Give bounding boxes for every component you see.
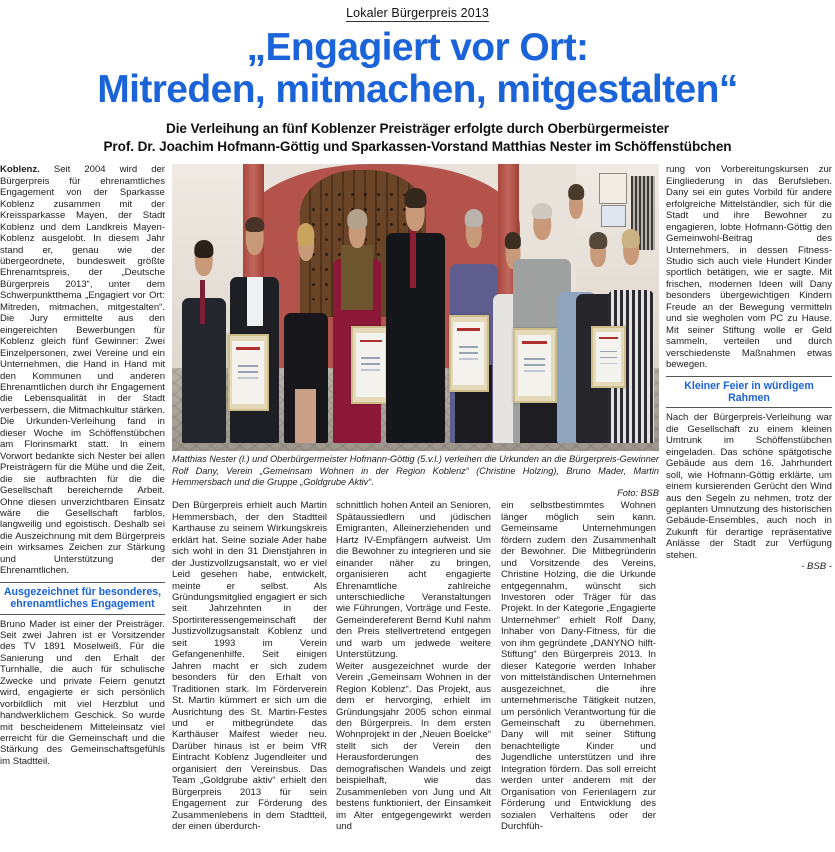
column-1-text: [0, 164, 165, 576]
photo-certificate-4-sheet: [518, 335, 551, 396]
photo-image: [172, 164, 659, 451]
photo-certificate-3-sheet: [453, 322, 483, 385]
photo-person-3-legs: [295, 389, 316, 443]
column-3-paragraph-1: schnittlich hohen Anteil an Senioren, Spätaussiedlern und jüdischen Emigranten, Alleinerziehenden und Hartz IV-Empfängern aufweist. Um die Bewohner zu integrieren und sie einander näher zu bringen, organisieren acht engagierte Ehrenamtliche zahlreiche unterschiedliche Veranstaltungen wie Führungen, Vorträge und Feste. Gemeindereferent Bernd Kuhl nahm den Preis stellvertretend entgegen und warb um jedwede weitere Unterstützung.: [336, 500, 491, 661]
headline-line-1: „Engagiert vor Ort:: [246, 26, 589, 69]
column-5-text-2: [666, 412, 832, 572]
photo-mayor-tie: [410, 228, 416, 288]
column-1-text-2: [0, 619, 165, 768]
photo-person-9-hair: [568, 184, 584, 200]
column-1-subheading-block: [0, 582, 165, 615]
photo-wall-sign: [599, 173, 628, 204]
column-5-subheading: Kleiner Feier in würdigem Rahmen: [684, 379, 814, 404]
photo-person-2-hair: [245, 217, 264, 233]
rule-above-subheading-1: [0, 582, 165, 583]
photo-person-8-hair: [532, 203, 552, 219]
column-4-paragraph-1: ein selbstbestimmtes Wohnen länger möglich sein kann. Gemeinsame Unternehmungen fördern zudem den Zusammenhalt der Bewohner. Die Mitbegründerin und Vorsitzende des Vereins, Christine Holzing, die die Urkunde entgegennahm, wünscht sich Investoren oder Träger für das Projekt. In der Kategorie „Engagierte Unternehmer“ erhielt Rolf Dany, Inhaber von Dany-Fitness, für die von ihm gegründete „DANYNO hilft-Stiftung“ den Bürgerpreis 2013. In dieser Kategorie werden Inhaber von mittelständischen Unternehmen ausgezeichnet, die ihre unternehmerische Tätigkeit nutzen, um persönlich Verantwortung für die Gemeinschaft zu übernehmen. Dany will mit seiner Stiftung benachteiligte Kinder und Jugendliche unterstützen und ihre Integration fördern. Das soll erreicht werden unter anderem mit der Organisation von Ferienlagern zur Förderung und Entwicklung des sozialen Verhaltens oder der Durchfüh-: [501, 500, 656, 833]
subheadline-line-1: Die Verleihung an fünf Koblenzer Preisträger erfolgte durch Oberbürgermeister: [166, 121, 669, 137]
article-column-2: [172, 500, 327, 832]
article-column-5: [666, 164, 832, 572]
column-2-text: [172, 500, 327, 832]
photo-mayor-hair: [405, 188, 426, 208]
photo-person-4-hair: [347, 209, 366, 230]
column-5-text: [666, 164, 832, 370]
photo-person-10-hair: [589, 232, 607, 249]
article-signature: - BSB -: [801, 561, 832, 573]
photo-certificate-5-sheet: [596, 332, 622, 382]
article-column-4: [501, 500, 656, 832]
rule-below-subheading-1: [0, 614, 165, 615]
article-photo: [172, 164, 659, 451]
photo-caption: [172, 454, 659, 499]
article-column-3: [336, 500, 491, 832]
column-1-paragraph-1-body: Seit 2004 wird der Bürgerpreis für ehrenamtliches Engagement von der Sparkasse Koblenz zusammen mit der Kreissparkasse Mayen, der Stadt Koblenz und dem Landkreis Mayen-Koblenz ausgelobt. In diesem Jahr stand er, genau wie der übergeordnete, bundesweit größte Ehrenamtspreis, der „Deutsche Bürgerpreis 2013“, unter dem Schwerpunktthema „Engagiert vor Ort: Mitreden, mitmachen, mitgestalten“. Die Jury ermittelte aus den eingereichten Bewerbungen für Koblenz gleich fünf Gewinner: Zwei Einzelpersonen, zwei Vereine und ein Unternehmen, die Hand in Hand mit den Kommunen und anderen Ehrenamtlichen durch ihr Engagement die Lebensqualität in der Stadt verbessern, die Mitmachkultur stärken. Die Urkunden-Verleihung fand in dieser Woche im Schöffenstübchen am Florinsmarkt statt. In einem Vorwort bedankte sich Nester bei allen Preisträgern für die Mühe und die Zeit, die sie aufbrachten für die die Gesellschaft bereichernde Arbeit. Ohne diesen unverzichtbaren Einsatz wäre die Gesellschaft farblos, langweilig und egoistisch. Deshalb sei die Auszeichnung mit dem Bürgerpreis ein wirksames Zeichen zur Stärkung und Unterstützung der Ehrenamtlichen.: [0, 164, 165, 577]
photo-caption-text: Matthias Nester (l.) und Oberbürgermeister Hofmann-Göttig (5.v.l.) verleihen die Urkunden an die Bürgerpreis-Gewinner Rolf Dany, Verein „Gemeinsam Wohnen in der Region Koblenz“ (Christine Holzing), Bruno Mader, Martin Hemmersbach und die Gruppe „Goldgrube Aktiv“.: [172, 454, 659, 487]
column-3-text: [336, 500, 491, 832]
photo-certificate-2: [351, 326, 390, 403]
subheadline-line-2: Prof. Dr. Joachim Hofmann-Göttig und Sparkassen-Vorstand Matthias Nester im Schöffenstübchen: [103, 139, 732, 155]
rule-below-subheading-5: [666, 407, 832, 408]
photo-certificate-1-sheet: [232, 341, 263, 405]
photo-person-6: [450, 213, 499, 443]
headline-line-2: Mitreden, mitmachen, mitgestalten“: [97, 68, 738, 112]
photo-certificate-2-sheet: [356, 333, 385, 396]
photo-person-1-tie: [200, 280, 205, 324]
column-1-subheading: Ausgezeichnet für besonderes, ehrenamtliches Engagement: [3, 585, 162, 611]
article-body: [0, 164, 835, 852]
photo-person-3-hair: [297, 223, 315, 245]
column-1-paragraph-1: [0, 164, 165, 576]
photo-person-5-mayor: [386, 193, 444, 443]
kicker-text: Lokaler Bürgerpreis 2013: [346, 6, 489, 20]
photo-person-2: [230, 219, 279, 443]
column-4-text: [501, 500, 656, 832]
photo-wall-sign-secondary: [601, 205, 626, 227]
photo-person-4: [333, 213, 382, 443]
photo-certificate-3: [449, 315, 489, 392]
photo-person-1-hair: [194, 240, 213, 258]
column-2-paragraph-1: Den Bürgerpreis erhielt auch Martin Hemmersbach, der den Stadtteil Karthause zu seinem Wirkungskreis erklärt hat. Seine soziale Ader habe sich wohl in den 31 Dienstjahren in der Justizvollzugsanstalt, wo er viel Leid gesehen habe, entwickelt, meinte er selbst. Als Gründungsmitglied engagiert er sich seit Jahrzehnten in der Sportinteressengemeinschaft der Justizvollzugsanstalt Koblenz und seit 1993 im Verein Gefangenenhilfe. Seit einigen Jahren macht er sich zudem besonders für den Erhalt von Traditionen stark. Im Förderverein St. Martin kümmert er sich um die Ausrichtung des St. Martin-Festes und er mitbegründete das Karthäuser Maifest wieder neu. Darüber hinaus ist er beim VfR Eintracht Koblenz Jugendleiter und organisiert den Vereinsbus. Das Team „Goldgrube aktiv“ erhielt den Bürgerpreis 2013 für sein Engagement zur Förderung des Zusammenlebens in dem Stadtteil, der einen überdurch-: [172, 500, 327, 833]
column-3-paragraph-2: Weiter ausgezeichnet wurde der Verein „Gemeinsam Wohnen in der Region Koblenz“. Das Projekt, aus dem er hervorging, erhielt im Gründungsjahr 2005 schon einmal den Bürgerpreis. In dem ersten Wohnprojekt in der „Neuen Boelcke“ stellt sich der Verein den Herausforderungen des demografischen Wandels und zeigt beispielhaft, wie das Zusammenleben von Jung und Alt bestens funktioniert, der Einsamkeit im Alter entgegengewirkt werden und: [336, 660, 491, 833]
photo-person-3: [284, 219, 328, 443]
rule-above-subheading-5: [666, 376, 832, 377]
column-1-paragraph-2: Bruno Mader ist einer der Preisträger. Seit zwei Jahren ist er Vorsitzender des TV 1891 Moselweiß. Für die Sanierung und den Erhalt der Turnhalle, die auch für schulische Zwecke und private Feiern genutzt wird, engagierte er sich persönlich vorbildlich mit viel Herzblut und handwerklichem Geschick. So wurde mit bescheidenem Mitteleinsatz viel erreicht für die Gemeinschaft und die Stärkung des Gemeinschaftsgefühls im Stadtteil.: [0, 618, 165, 767]
photo-person-11-hair: [622, 229, 641, 248]
photo-certificate-1: [228, 334, 269, 412]
column-5-paragraph-2: Nach der Bürgerpreis-Verleihung war die Gesellschaft zu einem kleinen Umtrunk im Schöffenstübchen eingeladen. Das schöne spätgotische Gebäude aus dem 16. Jahrhundert soll, wie Hofmann-Göttig erklärte, um einem kursierenden Gerücht den Wind aus den Segeln zu nehmen, trotz der geplanten Umnutzung des historischen Gebäude-Ensembles, auch noch in Zukunft für derartige repräsentative Anlässe der Stadt zur Verfügung stehen.: [666, 412, 832, 561]
photo-person-1: [182, 242, 226, 443]
photo-person-11: [608, 233, 654, 443]
kicker: [0, 0, 835, 20]
page-headline: [0, 27, 835, 111]
column-5-paragraph-1: rung von Vorbereitungskursen zur Eingliederung in das Berufsleben. Dany sei ein gutes Vorbild für andere erfolgreiche Mittelständler, sich für die Stadt und ihre Bewohner zu engagieren, lobte Hofmann-Göttig den Gemeinwohl-Beitrag des Unternehmers, in dessen Fitness-Studio sich auch viele Hundert Kinder sportlich betätigen, wie er sagte. Mit frischen, modernen Ideen will Dany besonders übergewichtigen Kindern Freude an der Bewegung vermitteln und sie wegholen vom PC zu Hause. Mit seiner Stiftung wolle er Geld sammeln, verteilen und durch verschiedenste Maßnahmen etwas bewegen.: [666, 164, 832, 371]
photo-person-6-hair: [465, 209, 484, 227]
photo-person-4-scarf: [341, 245, 372, 309]
article-column-1: [0, 164, 165, 767]
photo-certificate-4: [513, 328, 557, 403]
dateline: Koblenz.: [0, 164, 40, 176]
page-subheadline: [0, 120, 835, 156]
photo-person-2-shirt: [247, 277, 263, 326]
photo-certificate-5: [591, 326, 626, 389]
photo-credit: Foto: BSB: [617, 487, 659, 498]
column-5-subheading-block: [666, 376, 832, 409]
